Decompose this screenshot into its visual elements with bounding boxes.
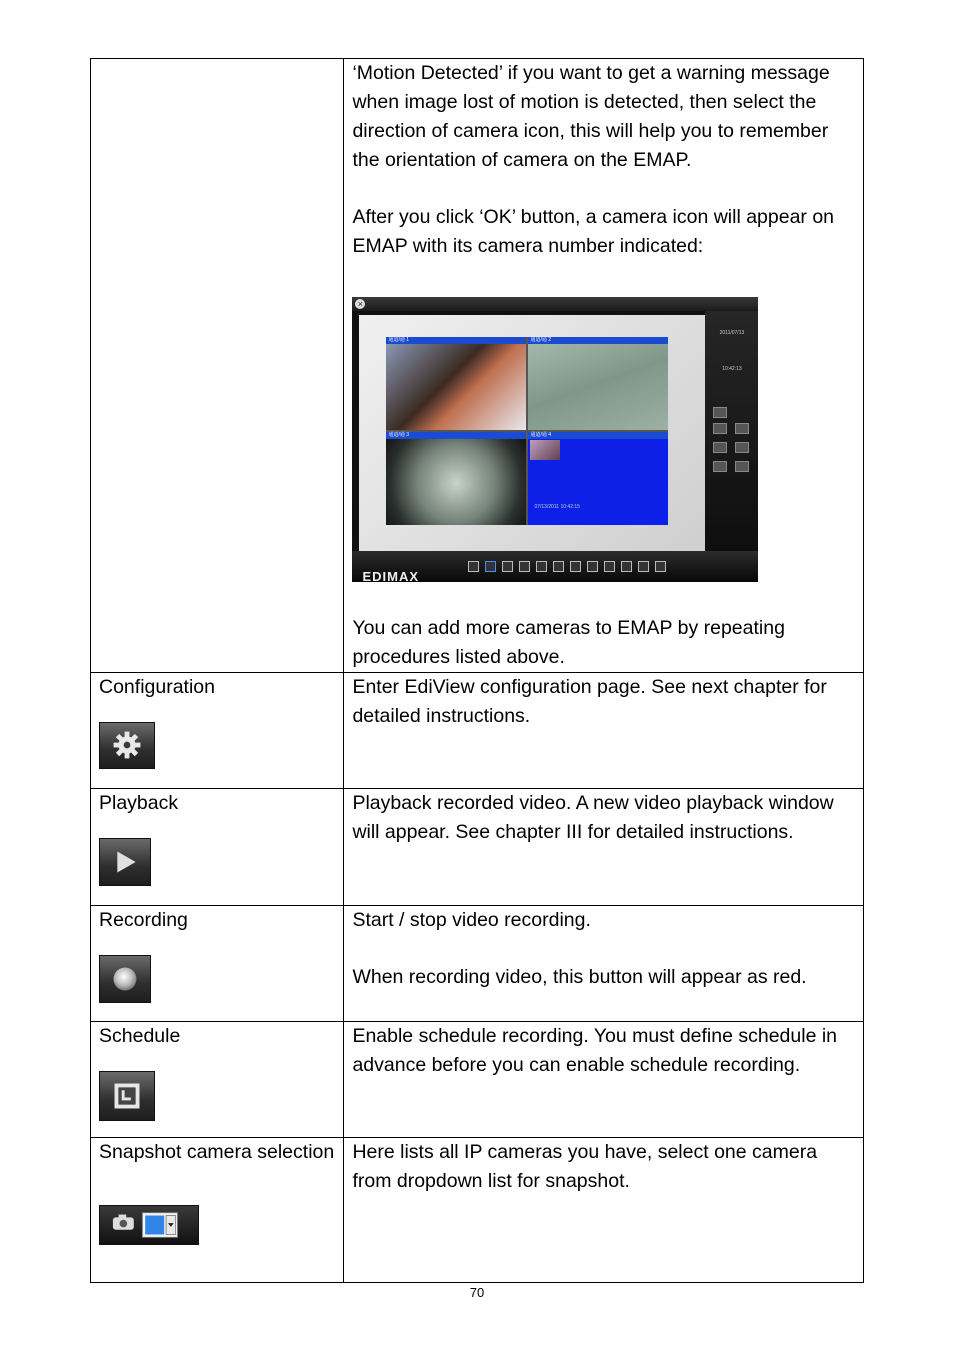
feature-label: Recording xyxy=(99,909,188,931)
layout-icon xyxy=(604,561,615,572)
play-icon xyxy=(99,838,151,886)
paragraph: After you click ‘OK’ button, a camera icon will appear on EMAP with its camera number indicated: xyxy=(352,206,835,257)
feature-description: Start / stop video recording. xyxy=(352,909,591,931)
feature-description: Enter EdiView configuration page. See next chapter for detailed instructions. xyxy=(352,676,827,727)
gear-icon xyxy=(713,442,727,453)
camera-grid xyxy=(386,337,668,525)
schedule-icon xyxy=(99,1071,155,1121)
feature-description: When recording video, this button will appear as red. xyxy=(352,966,807,988)
layout-icon xyxy=(485,561,496,572)
feature-label: Snapshot camera selection xyxy=(99,1141,335,1163)
play-icon xyxy=(735,442,749,453)
close-icon: × xyxy=(355,299,365,309)
camera-view: 通道/通 4 07/13/2011 10:42:15 xyxy=(528,432,668,525)
table-row xyxy=(91,789,864,906)
layout-icon xyxy=(655,561,666,572)
emap-screenshot xyxy=(352,297,758,582)
feature-name-cell xyxy=(91,1022,344,1138)
gear-icon xyxy=(99,722,155,769)
schedule-icon xyxy=(735,461,749,472)
paragraph: ‘Motion Detected’ if you want to get a warning message when image lost of motion is detected, then select the direction of camera icon, this will help you to remember the orientation of camera on the EMAP. xyxy=(352,62,830,171)
feature-label: Configuration xyxy=(99,676,215,698)
feature-name-cell xyxy=(91,1138,344,1283)
control-sidebar: 2011/07/13 10:42:13 xyxy=(705,311,758,551)
description-cell xyxy=(344,1138,864,1283)
description-cell xyxy=(344,789,864,906)
empty-cell xyxy=(91,59,344,673)
bottom-toolbar xyxy=(352,551,758,582)
layout-icon xyxy=(502,561,513,572)
table-row xyxy=(91,1138,864,1283)
layout-icon xyxy=(468,561,479,572)
layout-icon xyxy=(570,561,581,572)
feature-table xyxy=(90,58,864,1283)
feature-label: Playback xyxy=(99,792,179,814)
description-cell xyxy=(344,59,864,673)
camera-icon xyxy=(713,423,727,434)
layout-icon xyxy=(553,561,564,572)
feature-description: Here lists all IP cameras you have, select one camera from dropdown list for snapshot. xyxy=(352,1141,818,1192)
table-row xyxy=(91,673,864,789)
feature-name-cell xyxy=(91,906,344,1022)
feature-description: Playback recorded video. A new video playback window will appear. See chapter III for detailed instructions. xyxy=(352,792,834,843)
paragraph: You can add more cameras to EMAP by repeating procedures listed above. xyxy=(352,617,785,668)
description-cell xyxy=(344,1022,864,1138)
layout-icon xyxy=(587,561,598,572)
layout-icon xyxy=(621,561,632,572)
snapshot-icon xyxy=(713,407,727,418)
feature-description: Enable schedule recording. You must define schedule in advance before you can enable schedule recording. xyxy=(352,1025,838,1076)
grid-icon xyxy=(735,423,749,434)
camera-thumbnail xyxy=(530,440,560,460)
record-icon xyxy=(713,461,727,472)
snapshot-camera-icon xyxy=(99,1205,199,1245)
description-cell xyxy=(344,906,864,1022)
camera-view: 通道/通 2 xyxy=(528,337,668,430)
feature-name-cell xyxy=(91,673,344,789)
camera-view: 通道/通 3 xyxy=(386,432,526,525)
page-number: 70 xyxy=(469,1285,485,1300)
layout-icon xyxy=(519,561,530,572)
camera-view: 通道/通 1 xyxy=(386,337,526,430)
layout-icon xyxy=(536,561,547,572)
record-icon xyxy=(99,955,151,1003)
table-row xyxy=(91,59,864,673)
feature-name-cell xyxy=(91,789,344,906)
layout-icon xyxy=(638,561,649,572)
edimax-logo: EDIMAX xyxy=(362,569,419,582)
table-row xyxy=(91,1022,864,1138)
description-cell xyxy=(344,673,864,789)
table-row xyxy=(91,906,864,1022)
feature-label: Schedule xyxy=(99,1025,181,1047)
